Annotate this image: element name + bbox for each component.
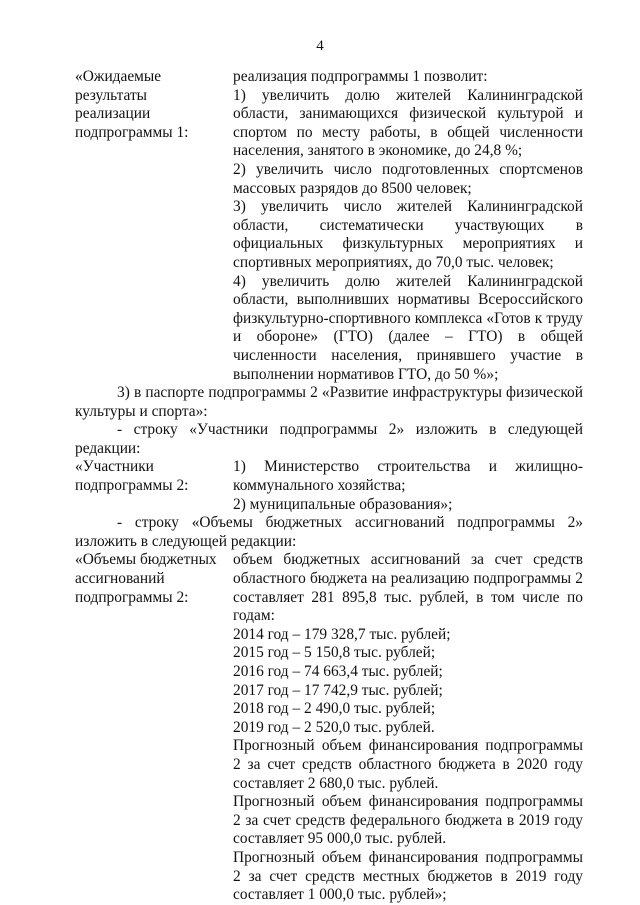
expected-result-item: 1) увеличить долю жителей Калининградской области, занимающихся физической культурой и спортом по месту работы, в общей численности населения, занятого в экономике, до 24,8 %; [233,86,583,160]
paragraph-volumes: - строку «Объемы бюджетных ассигнований подпрограммы 2» изложить в следующей редакции: [75,514,583,550]
expected-results-content [233,68,583,384]
budget-year-line: 2017 год – 17 742,9 тыс. рублей; [233,681,443,699]
participant-item: 2) муниципальные образования»; [233,495,453,513]
budget-year-line: 2016 год – 74 663,4 тыс. рублей; [233,663,443,680]
budget-year-line: 2018 год – 2 490,0 тыс. рублей; [233,700,436,718]
label-line: подпрограммы 1: [75,123,189,141]
budget-year-line: 2015 год – 5 150,8 тыс. рублей; [233,644,436,662]
label-line: ассигнований [75,570,165,588]
budget-volumes-content [233,551,583,904]
budget-intro: объем бюджетных ассигнований за счет средств областного бюджета на реализацию подпрограммы 2 составляет 281 895,8 тыс. рублей, в том числе по годам: [233,551,583,625]
expected-results-intro: реализация подпрограммы 1 позволит: [233,68,488,85]
forecast-paragraph: Прогнозный объем финансирования подпрограммы 2 за счет средств областного бюджета в 2020 году составляет 2 680,0 тыс. рублей. [233,737,583,792]
forecast-paragraph: Прогнозный объем финансирования подпрограммы 2 за счет средств местных бюджетов в 2019 году составляет 1 000,0 тыс. рублей»; [233,848,583,904]
label-line: «Объемы бюджетных [75,551,217,569]
paragraph-3: 3) в паспорте подпрограммы 2 «Развитие инфраструктуры физической культуры и спорта»: [75,384,583,420]
participants-block [75,458,583,514]
forecast-paragraph: Прогнозный объем финансирования подпрограммы 2 за счет средств федерального бюджета в 2019 году составляет 95 000,0 тыс. рублей. [233,793,583,848]
label-line: «Ожидаемые [75,68,162,85]
budget-year-line: 2014 год – 179 328,7 тыс. рублей; [233,625,451,643]
participants-label [75,458,233,514]
budget-volumes-block [75,551,583,904]
label-line: реализации [75,105,151,123]
expected-result-item: 3) увеличить число жителей Калининградской области, систематически участвующих в официальных физкультурных мероприятиях и спортивных мероприятиях, до 70,0 тыс. человек; [233,198,583,271]
expected-result-item: 4) увеличить долю жителей Калининградской области, выполнивших нормативы Всероссийского физкультурно-спортивного комплекса «Готов к труду и обороне» (ГТО) (далее – ГТО) в общей численности населения, принявшего участие в выполнении нормативов ГТО, до 50 %»; [233,272,583,383]
label-line: «Участники [75,458,154,476]
expected-results-block [75,68,583,384]
document-body [75,68,583,905]
expected-result-item: 2) увеличить число подготовленных спортсменов массовых разрядов до 8500 человек; [233,160,583,197]
page-number: 4 [316,38,324,54]
label-line: подпрограммы 2: [75,588,189,606]
label-line: результаты [75,86,148,104]
participant-item: 1) Министерство строительства и жилищно-коммунального хозяйства; [233,458,583,495]
label-line: подпрограммы 2: [75,477,189,495]
paragraph-participants: - строку «Участники подпрограммы 2» изложить в следующей редакции: [75,421,583,457]
expected-results-label [75,68,233,384]
participants-content [233,458,583,514]
budget-year-line: 2019 год – 2 520,0 тыс. рублей. [233,718,435,736]
budget-volumes-label [75,551,233,904]
